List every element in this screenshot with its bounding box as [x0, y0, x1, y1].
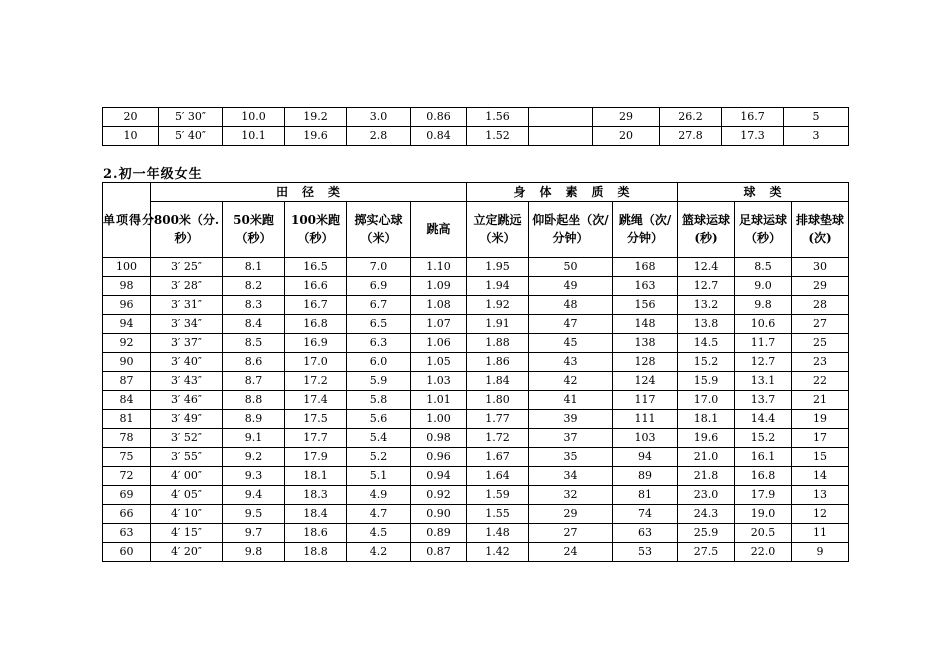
table-cell: 5.6: [347, 410, 411, 429]
table-cell: 94: [613, 448, 678, 467]
table-cell: 29: [529, 505, 613, 524]
table-cell: 81: [103, 410, 151, 429]
table-cell: 0.84: [411, 127, 467, 146]
table-cell: 148: [613, 315, 678, 334]
table-cell: 90: [103, 353, 151, 372]
table-cell: 12: [792, 505, 849, 524]
table-cell: 1.00: [411, 410, 467, 429]
table-cell: 16.9: [285, 334, 347, 353]
table-cell: 45: [529, 334, 613, 353]
table-cell: 98: [103, 277, 151, 296]
table-cell: 19.6: [285, 127, 347, 146]
table-cell: 26.2: [660, 108, 722, 127]
table-cell: 69: [103, 486, 151, 505]
header-100m: 100米跑（秒）: [285, 202, 347, 258]
table-cell: 1.01: [411, 391, 467, 410]
group-ball: 球 类: [678, 183, 849, 202]
table-cell: 1.86: [467, 353, 529, 372]
table-cell: 17.9: [285, 448, 347, 467]
table-cell: 15: [792, 448, 849, 467]
table-cell: 1.55: [467, 505, 529, 524]
table-cell: 0.94: [411, 467, 467, 486]
table-cell: 8.1: [223, 258, 285, 277]
table-cell: 17.9: [735, 486, 792, 505]
table-cell: 9.4: [223, 486, 285, 505]
table-cell: 10.0: [223, 108, 285, 127]
table-cell: 168: [613, 258, 678, 277]
table-cell: 17.0: [678, 391, 735, 410]
table-cell: 13.1: [735, 372, 792, 391]
table-cell: 5′ 40″: [159, 127, 223, 146]
table-cell: 16.7: [285, 296, 347, 315]
table-cell: 16.5: [285, 258, 347, 277]
table-cell: 1.07: [411, 315, 467, 334]
header-long-jump: 立定跳远（米）: [467, 202, 529, 258]
table-cell: 13: [792, 486, 849, 505]
table-cell: 21.0: [678, 448, 735, 467]
table-cell: 27: [792, 315, 849, 334]
table-cell: 1.80: [467, 391, 529, 410]
table-cell: 17.5: [285, 410, 347, 429]
table-cell: 17.2: [285, 372, 347, 391]
table-cell: 2.8: [347, 127, 411, 146]
table-cell: 6.5: [347, 315, 411, 334]
table-cell: 1.48: [467, 524, 529, 543]
table-cell: 32: [529, 486, 613, 505]
table-cell: 92: [103, 334, 151, 353]
table-cell: 14.4: [735, 410, 792, 429]
table-cell: 0.96: [411, 448, 467, 467]
header-high-jump: 跳高: [411, 202, 467, 258]
table-row: [103, 524, 849, 543]
table-cell: 1.08: [411, 296, 467, 315]
table-cell: 96: [103, 296, 151, 315]
table-cell: 1.88: [467, 334, 529, 353]
table-cell: 25.9: [678, 524, 735, 543]
table-cell: 42: [529, 372, 613, 391]
table-cell: 18.6: [285, 524, 347, 543]
table-row: [103, 467, 849, 486]
table-cell: [529, 127, 593, 146]
table-cell: 1.59: [467, 486, 529, 505]
table-cell: 37: [529, 429, 613, 448]
table-cell: 20: [103, 108, 159, 127]
table-cell: 23.0: [678, 486, 735, 505]
table-cell: 10.1: [223, 127, 285, 146]
table-cell: 17.3: [722, 127, 784, 146]
table-row: [103, 505, 849, 524]
table-cell: 4.9: [347, 486, 411, 505]
table-cell: 1.06: [411, 334, 467, 353]
table-cell: 11.7: [735, 334, 792, 353]
table-cell: 13.2: [678, 296, 735, 315]
table-cell: 1.52: [467, 127, 529, 146]
table-row: [103, 543, 849, 562]
table-cell: 78: [103, 429, 151, 448]
table-cell: 8.8: [223, 391, 285, 410]
table-cell: 25: [792, 334, 849, 353]
table-cell: 13.7: [735, 391, 792, 410]
table-cell: 10.6: [735, 315, 792, 334]
table-cell: 28: [792, 296, 849, 315]
table-cell: 9.8: [223, 543, 285, 562]
section-title: 2.初一年级女生: [103, 167, 203, 182]
table-row: [103, 334, 849, 353]
table-cell: 19: [792, 410, 849, 429]
table-cell: 3′ 40″: [151, 353, 223, 372]
table-row: [103, 127, 849, 146]
group-fitness: 身 体 素 质 类: [467, 183, 678, 202]
table-cell: 10: [103, 127, 159, 146]
column-header-row: [103, 202, 849, 258]
table-cell: 4′ 15″: [151, 524, 223, 543]
table-cell: 8.4: [223, 315, 285, 334]
table-cell: 0.98: [411, 429, 467, 448]
table-cell: 27.5: [678, 543, 735, 562]
table-cell: 9.1: [223, 429, 285, 448]
table-cell: 18.4: [285, 505, 347, 524]
table-cell: 17: [792, 429, 849, 448]
table-cell: 18.1: [678, 410, 735, 429]
table-cell: 1.05: [411, 353, 467, 372]
table-row: [103, 410, 849, 429]
table-cell: 5.9: [347, 372, 411, 391]
table-cell: 48: [529, 296, 613, 315]
table-cell: 8.3: [223, 296, 285, 315]
table-cell: 1.03: [411, 372, 467, 391]
table-cell: 60: [103, 543, 151, 562]
table-cell: 16.7: [722, 108, 784, 127]
table-row: [103, 429, 849, 448]
table-cell: 18.8: [285, 543, 347, 562]
table-cell: 5.1: [347, 467, 411, 486]
table-cell: 23: [792, 353, 849, 372]
table-cell: 49: [529, 277, 613, 296]
table-cell: 5′ 30″: [159, 108, 223, 127]
table-cell: 9.7: [223, 524, 285, 543]
table-cell: 3′ 55″: [151, 448, 223, 467]
table-cell: 87: [103, 372, 151, 391]
table-cell: 14: [792, 467, 849, 486]
table-cell: 0.86: [411, 108, 467, 127]
table-cell: 6.3: [347, 334, 411, 353]
table-cell: 39: [529, 410, 613, 429]
table-cell: 47: [529, 315, 613, 334]
header-basketball: 篮球运球(秒): [678, 202, 735, 258]
header-football: 足球运球（秒）: [735, 202, 792, 258]
table-cell: 8.5: [735, 258, 792, 277]
table-row: [103, 448, 849, 467]
table-cell: 4′ 00″: [151, 467, 223, 486]
table-cell: 17.4: [285, 391, 347, 410]
table-row: [103, 258, 849, 277]
table-cell: 5: [784, 108, 849, 127]
table-cell: 12.7: [678, 277, 735, 296]
group-track: 田 径 类: [151, 183, 467, 202]
table-cell: 22: [792, 372, 849, 391]
table-cell: 27.8: [660, 127, 722, 146]
table-row: [103, 353, 849, 372]
table-cell: 14.5: [678, 334, 735, 353]
table-cell: 138: [613, 334, 678, 353]
continued-score-table: [102, 107, 849, 146]
table-cell: 3′ 37″: [151, 334, 223, 353]
table-cell: 1.94: [467, 277, 529, 296]
table-cell: 9.2: [223, 448, 285, 467]
table-cell: 20: [593, 127, 660, 146]
table-cell: 16.6: [285, 277, 347, 296]
table-cell: 124: [613, 372, 678, 391]
table-cell: 1.56: [467, 108, 529, 127]
table-row: [103, 315, 849, 334]
table-cell: 94: [103, 315, 151, 334]
table-cell: 3′ 34″: [151, 315, 223, 334]
table-cell: 13.8: [678, 315, 735, 334]
table-cell: 4.5: [347, 524, 411, 543]
table-cell: 22.0: [735, 543, 792, 562]
table-cell: 18.1: [285, 467, 347, 486]
table-cell: 4′ 10″: [151, 505, 223, 524]
table-cell: 15.2: [735, 429, 792, 448]
header-score: 单项得分: [103, 183, 151, 258]
table-cell: 1.10: [411, 258, 467, 277]
table-cell: 34: [529, 467, 613, 486]
table-cell: 7.0: [347, 258, 411, 277]
table-cell: 12.4: [678, 258, 735, 277]
header-800m: 800米（分.秒）: [151, 202, 223, 258]
table-row: [103, 372, 849, 391]
table-cell: 24.3: [678, 505, 735, 524]
table-cell: 11: [792, 524, 849, 543]
table-cell: 3′ 46″: [151, 391, 223, 410]
table-cell: 8.9: [223, 410, 285, 429]
table-cell: 128: [613, 353, 678, 372]
table-cell: 12.7: [735, 353, 792, 372]
table-cell: 9.5: [223, 505, 285, 524]
table-row: [103, 277, 849, 296]
table-cell: 53: [613, 543, 678, 562]
table-cell: 15.2: [678, 353, 735, 372]
table-cell: 1.72: [467, 429, 529, 448]
table-cell: 17.0: [285, 353, 347, 372]
table-cell: 16.8: [735, 467, 792, 486]
table-cell: 0.89: [411, 524, 467, 543]
header-50m: 50米跑（秒）: [223, 202, 285, 258]
table-cell: 19.2: [285, 108, 347, 127]
table-cell: 24: [529, 543, 613, 562]
table-cell: 66: [103, 505, 151, 524]
table-cell: 1.91: [467, 315, 529, 334]
table-cell: 41: [529, 391, 613, 410]
table-cell: 81: [613, 486, 678, 505]
table-cell: 0.90: [411, 505, 467, 524]
table-cell: 3.0: [347, 108, 411, 127]
table-cell: 84: [103, 391, 151, 410]
table-cell: 43: [529, 353, 613, 372]
table-cell: 8.6: [223, 353, 285, 372]
girls-grade7-score-table: [102, 182, 849, 562]
table-cell: 16.1: [735, 448, 792, 467]
header-volleyball: 排球垫球(次): [792, 202, 849, 258]
table-cell: 3′ 43″: [151, 372, 223, 391]
table-cell: 0.92: [411, 486, 467, 505]
table-cell: 1.67: [467, 448, 529, 467]
table-cell: 1.95: [467, 258, 529, 277]
table-cell: 9.0: [735, 277, 792, 296]
table-cell: 75: [103, 448, 151, 467]
table-row: [103, 486, 849, 505]
table-cell: 3′ 31″: [151, 296, 223, 315]
table-cell: 1.64: [467, 467, 529, 486]
table-cell: 19.6: [678, 429, 735, 448]
table-cell: 1.77: [467, 410, 529, 429]
table-cell: 9.8: [735, 296, 792, 315]
table-cell: 5.8: [347, 391, 411, 410]
table-cell: 4′ 20″: [151, 543, 223, 562]
table-cell: 63: [103, 524, 151, 543]
table-cell: 163: [613, 277, 678, 296]
table-cell: 3′ 49″: [151, 410, 223, 429]
table-cell: 4.7: [347, 505, 411, 524]
table-cell: 20.5: [735, 524, 792, 543]
table-cell: 6.7: [347, 296, 411, 315]
table-cell: 156: [613, 296, 678, 315]
table-cell: 1.84: [467, 372, 529, 391]
table-cell: 111: [613, 410, 678, 429]
table-cell: 35: [529, 448, 613, 467]
table-cell: 89: [613, 467, 678, 486]
table-cell: 1.92: [467, 296, 529, 315]
table-cell: 16.8: [285, 315, 347, 334]
header-shot-put: 掷实心球（米）: [347, 202, 411, 258]
table-cell: 8.5: [223, 334, 285, 353]
table-cell: 4′ 05″: [151, 486, 223, 505]
group-header-row: [103, 183, 849, 202]
table-cell: 117: [613, 391, 678, 410]
table-cell: 19.0: [735, 505, 792, 524]
table-cell: 18.3: [285, 486, 347, 505]
table-cell: 103: [613, 429, 678, 448]
table-cell: 63: [613, 524, 678, 543]
table-cell: 1.42: [467, 543, 529, 562]
table-row: [103, 391, 849, 410]
table-cell: 8.2: [223, 277, 285, 296]
table-cell: 72: [103, 467, 151, 486]
table-cell: 3′ 28″: [151, 277, 223, 296]
table-cell: 29: [792, 277, 849, 296]
table-cell: 100: [103, 258, 151, 277]
table-row: [103, 108, 849, 127]
table-cell: 50: [529, 258, 613, 277]
table-cell: 15.9: [678, 372, 735, 391]
table-cell: 0.87: [411, 543, 467, 562]
table-cell: 5.2: [347, 448, 411, 467]
table-cell: 9.3: [223, 467, 285, 486]
table-cell: 3′ 52″: [151, 429, 223, 448]
header-jump-rope: 跳绳（次/分钟）: [613, 202, 678, 258]
table-cell: 29: [593, 108, 660, 127]
table-cell: 9: [792, 543, 849, 562]
table-cell: 3: [784, 127, 849, 146]
header-sit-ups: 仰卧起坐（次/分钟）: [529, 202, 613, 258]
table-cell: [529, 108, 593, 127]
table-cell: 74: [613, 505, 678, 524]
table-cell: 4.2: [347, 543, 411, 562]
table-row: [103, 296, 849, 315]
table-cell: 21.8: [678, 467, 735, 486]
table-cell: 30: [792, 258, 849, 277]
table-cell: 6.9: [347, 277, 411, 296]
table-cell: 1.09: [411, 277, 467, 296]
table-cell: 17.7: [285, 429, 347, 448]
table-cell: 6.0: [347, 353, 411, 372]
table-cell: 21: [792, 391, 849, 410]
table-cell: 3′ 25″: [151, 258, 223, 277]
table-cell: 5.4: [347, 429, 411, 448]
table-cell: 27: [529, 524, 613, 543]
table-cell: 8.7: [223, 372, 285, 391]
